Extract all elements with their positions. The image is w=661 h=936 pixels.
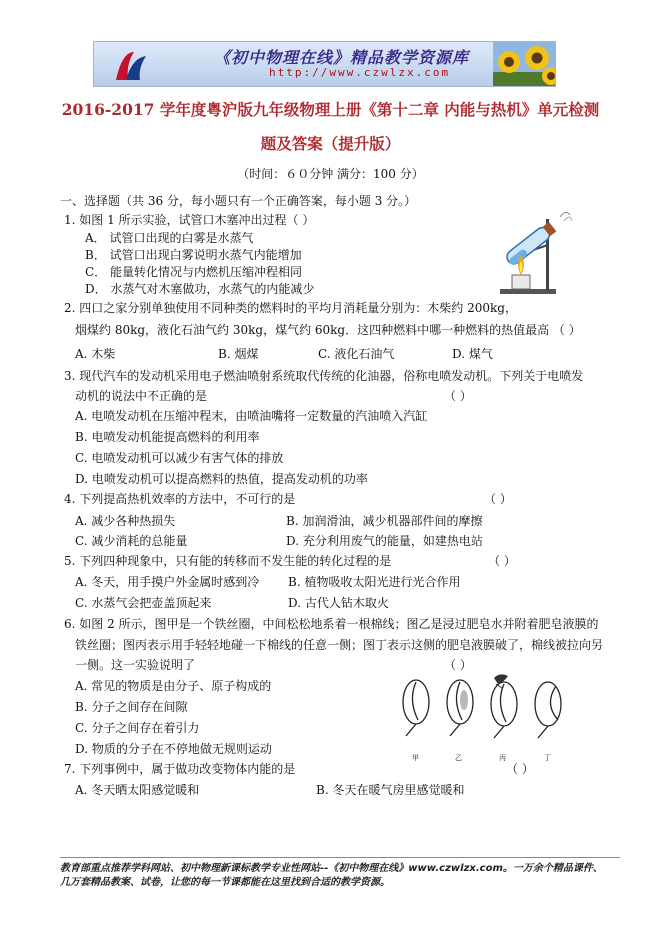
footer-line2: 几万套精品教案、试卷，让您的每一节课都能在这里找到合适的教学资源。 [60, 877, 390, 888]
q2-option-c: C. 液化石油气 [318, 347, 395, 361]
q2-option-a: A. 木柴 [75, 347, 116, 361]
q3-option-c: C. 电喷发动机可以减少有害气体的排放 [75, 451, 284, 465]
q7-answer-blank: （ ） [506, 762, 534, 776]
q1-stem: 1. 如图 1 所示实验，试管口木塞冲出过程（ ） [64, 213, 315, 227]
q2-stem-line2: 烟煤约 80kg，液化石油气约 30kg，煤气约 60kg．这四种燃料中哪一种燃料的热值最高 （ ） [75, 323, 581, 337]
q4-option-a: A. 减少各种热损失 [75, 514, 176, 528]
q4-answer-blank: （ ） [484, 492, 512, 506]
site-logo-icon [112, 46, 152, 84]
q3-answer-blank: （ ） [444, 389, 472, 403]
q6-option-a: A. 常见的物质是由分子、原子构成的 [75, 679, 272, 693]
q4-option-d: D. 充分利用废气的能量，如建热电站 [286, 534, 483, 548]
q4-stem: 4. 下列提高热机效率的方法中，不可行的是 [64, 492, 296, 506]
figure2-label-bing: 丙 [499, 754, 506, 762]
exam-meta: （时间：６０分钟 满分：100 分） [237, 167, 424, 181]
q3-stem-line2: 动机的说法中不正确的是 [75, 389, 208, 403]
q5-stem: 5. 下列四种现象中，只有能的转移而不发生能的转化过程的是 [64, 554, 392, 568]
banner-url: http://www.czwlzx.com [269, 66, 451, 79]
exam-title-line2: 题及答案（提升版） [260, 134, 401, 153]
q5-answer-blank: （ ） [488, 554, 516, 568]
figure2-label-jia: 甲 [412, 754, 419, 762]
q3-option-a: A. 电喷发动机在压缩冲程末，由喷油嘴将一定数量的汽油喷入汽缸 [75, 409, 428, 423]
page-footer [60, 862, 620, 890]
q3-option-b: B. 电喷发动机能提高燃料的利用率 [75, 430, 260, 444]
q6-answer-blank: （ ） [444, 658, 472, 672]
figure1-test-tube-apparatus [494, 205, 574, 297]
q6-option-b: B. 分子之间存在间隙 [75, 700, 188, 714]
sunflower-image [493, 42, 555, 86]
q3-option-d: D. 电喷发动机可以提高燃料的热值，提高发动机的功率 [75, 472, 368, 486]
q1-option-a: A． 试管口出现的白雾是水蒸气 [85, 231, 254, 245]
q6-option-d: D. 物质的分子在不停地做无规则运动 [75, 742, 272, 756]
q1-option-b: B． 试管口出现白雾说明水蒸气内能增加 [85, 248, 302, 262]
q5-option-d: D. 古代人钻木取火 [288, 596, 389, 610]
q4-option-b: B. 加润滑油，减少机器部件间的摩擦 [286, 514, 483, 528]
q7-stem: 7. 下列事例中，属于做功改变物体内能的是 [64, 762, 296, 776]
banner-title: 《初中物理在线》精品教学资源库 [214, 48, 470, 67]
q7-option-b: B. 冬天在暖气房里感觉暖和 [316, 783, 465, 797]
figure2-wire-loops [394, 670, 584, 750]
q1-option-d: D． 水蒸气对木塞做功，水蒸气的内能减少 [85, 282, 315, 296]
footer-divider [60, 857, 620, 858]
q2-option-b: B. 烟煤 [218, 347, 259, 361]
q2-option-d: D. 煤气 [452, 347, 493, 361]
q6-option-c: C. 分子之间存在着引力 [75, 721, 200, 735]
exam-title-line1: 2016-2017 学年度粤沪版九年级物理上册《第十二章 内能与热机》单元检测 [61, 100, 600, 119]
q6-stem-line3: 一侧。这一实验说明了 [75, 658, 196, 672]
q4-option-c: C. 减少消耗的总能量 [75, 534, 188, 548]
q5-option-a: A. 冬天，用手摸户外金属时感到冷 [75, 575, 260, 589]
figure2-label-yi: 乙 [455, 754, 462, 762]
q3-stem-line1: 3. 现代汽车的发动机采用电子燃油喷射系统取代传统的化油器，俗称电喷发动机。下列关于电喷发 [64, 369, 584, 383]
q5-option-b: B. 植物吸收太阳光进行光合作用 [288, 575, 461, 589]
q6-stem-line2: 铁丝圈；图丙表示用手轻轻地碰一下棉线的任意一侧；图丁表示这侧的肥皂液膜破了，棉线被拉向另 [75, 638, 604, 652]
footer-line1: 教育部重点推荐学科网站、初中物理新课标教学专业性网站--《初中物理在线》www.czwlzx.com。一万余个精品课件、 [60, 863, 603, 874]
figure2-label-ding: 丁 [544, 754, 551, 762]
header-banner [93, 41, 556, 87]
q5-option-c: C. 水蒸气会把壶盖顶起来 [75, 596, 212, 610]
q6-stem-line1: 6. 如图 2 所示，图甲是一个铁丝圈，中间松松地系着一根棉线；图乙是浸过肥皂水并附着肥皂液膜的 [64, 617, 599, 631]
q1-option-c: C． 能量转化情况与内燃机压缩冲程相同 [85, 265, 302, 279]
q2-stem-line1: 2. 四口之家分别单独使用不同种类的燃料时的平均月消耗量分别为：木柴约 200kg， [64, 301, 517, 315]
section-heading: 一、选择题（共 36 分，每小题只有一个正确答案，每小题 3 分。） [60, 194, 417, 208]
q7-option-a: A. 冬天晒太阳感觉暖和 [75, 783, 200, 797]
